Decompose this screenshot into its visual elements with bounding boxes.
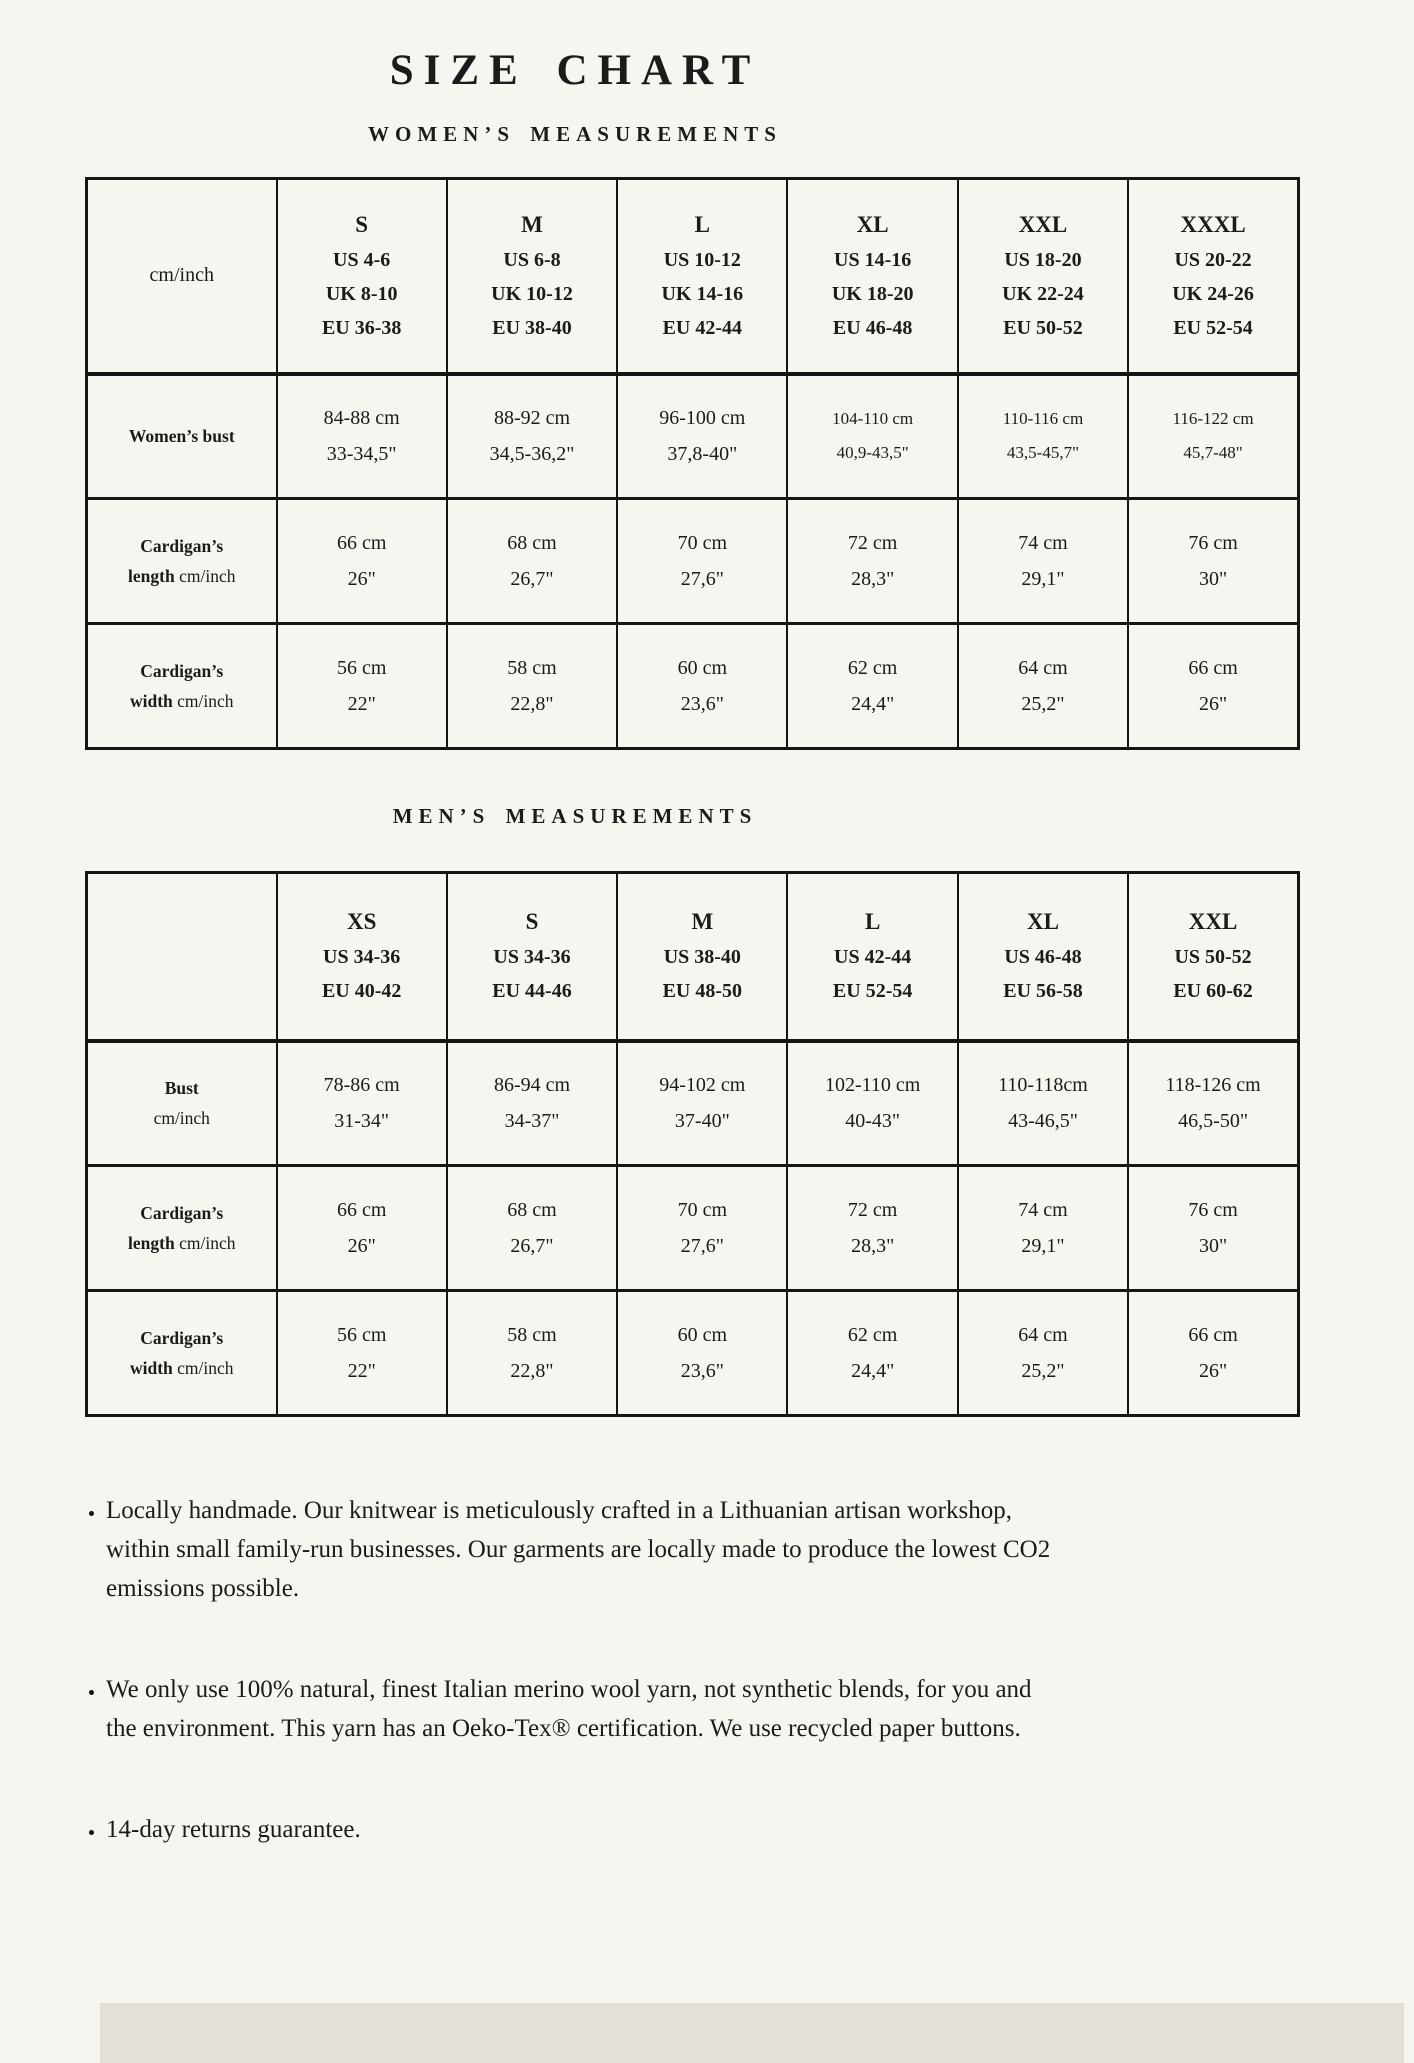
value-cell: 102-110 cm 40-43" bbox=[787, 1041, 957, 1166]
corner-cell: cm/inch bbox=[87, 179, 277, 374]
size-conversion-line: EU 52-54 bbox=[1173, 316, 1253, 339]
size-conversion-line: US 4-6 bbox=[333, 248, 391, 271]
women-section-heading: WOMEN’S MEASUREMENTS bbox=[368, 122, 782, 146]
size-label: M bbox=[691, 909, 714, 935]
value-cell: 84-88 cm 33-34,5" bbox=[277, 374, 447, 499]
footer-bar bbox=[100, 2003, 1404, 2063]
value-cell: 56 cm 22" bbox=[277, 1291, 447, 1416]
size-label: XL bbox=[856, 211, 889, 237]
size-conversion-line: UK 18-20 bbox=[831, 282, 914, 305]
size-conversion-line: US 34-36 bbox=[323, 946, 401, 969]
notes-list bbox=[80, 1491, 1068, 1849]
size-label: S bbox=[355, 211, 369, 237]
size-header-cell bbox=[1128, 179, 1298, 374]
page-title: SIZE CHART bbox=[389, 47, 761, 94]
value-cell: 78-86 cm 31-34" bbox=[277, 1041, 447, 1166]
size-conversion-line: US 38-40 bbox=[663, 946, 741, 969]
size-conversion-line: US 50-52 bbox=[1174, 946, 1252, 969]
size-conversion-line: EU 38-40 bbox=[492, 316, 572, 339]
size-label: XXL bbox=[1018, 211, 1068, 237]
size-conversion-line: UK 22-24 bbox=[1002, 282, 1084, 305]
size-label: XS bbox=[346, 909, 377, 935]
value-cell: 76 cm 30" bbox=[1128, 499, 1298, 624]
size-header-cell bbox=[447, 873, 617, 1041]
size-conversion-line: EU 52-54 bbox=[832, 980, 913, 1003]
size-conversion-line: UK 14-16 bbox=[661, 282, 744, 305]
value-cell: 66 cm 26" bbox=[277, 1166, 447, 1291]
value-cell: 56 cm 22" bbox=[277, 624, 447, 749]
corner-cell bbox=[87, 873, 277, 1041]
row-label: Cardigan’s length cm/inch bbox=[87, 499, 277, 624]
value-cell: 70 cm 27,6" bbox=[617, 499, 787, 624]
size-conversion-line: US 6-8 bbox=[503, 248, 561, 271]
size-conversion-line: US 18-20 bbox=[1004, 248, 1082, 271]
table-row bbox=[87, 624, 1299, 749]
size-conversion-line: UK 8-10 bbox=[325, 282, 398, 305]
size-conversion-line: EU 40-42 bbox=[321, 980, 402, 1003]
value-cell: 64 cm 25,2" bbox=[958, 1291, 1128, 1416]
size-header-cell bbox=[277, 873, 447, 1041]
size-header-cell bbox=[447, 179, 617, 374]
size-conversion-line: UK 24-26 bbox=[1172, 282, 1254, 305]
size-header-cell bbox=[787, 873, 957, 1041]
size-header-cell bbox=[958, 873, 1128, 1041]
size-conversion-line: EU 50-52 bbox=[1003, 316, 1083, 339]
size-chart-page bbox=[0, 46, 1414, 1849]
row-label: Cardigan’s length cm/inch bbox=[87, 1166, 277, 1291]
value-cell: 88-92 cm 34,5-36,2" bbox=[447, 374, 617, 499]
row-label: Women’s bust bbox=[87, 374, 277, 499]
header-row bbox=[87, 873, 1299, 1041]
value-cell: 110-116 cm 43,5-45,7" bbox=[958, 374, 1128, 499]
size-conversion-line: EU 48-50 bbox=[662, 980, 743, 1003]
header-row bbox=[87, 179, 1299, 374]
size-conversion-line: EU 56-58 bbox=[1003, 980, 1083, 1003]
value-cell: 72 cm 28,3" bbox=[787, 1166, 957, 1291]
value-cell: 70 cm 27,6" bbox=[617, 1166, 787, 1291]
row-label: Cardigan’s width cm/inch bbox=[87, 624, 277, 749]
table-row bbox=[87, 1291, 1299, 1416]
size-label: XXXL bbox=[1180, 211, 1246, 237]
value-cell: 94-102 cm 37-40" bbox=[617, 1041, 787, 1166]
value-cell: 104-110 cm 40,9-43,5" bbox=[787, 374, 957, 499]
note-item: • Locally handmade. Our knitwear is meticulously crafted in a Lithuanian artisan workshop, within small family-run businesses. Our garments are locally made to produce the lowest CO2 emissions possible. bbox=[106, 1491, 1068, 1608]
size-header-cell bbox=[277, 179, 447, 374]
size-conversion-line: US 34-36 bbox=[493, 946, 571, 969]
size-conversion-line: US 10-12 bbox=[663, 248, 741, 271]
value-cell: 68 cm 26,7" bbox=[447, 499, 617, 624]
size-label: S bbox=[525, 909, 539, 935]
men-heading-band bbox=[0, 804, 1150, 829]
table-row bbox=[87, 499, 1299, 624]
size-label: L bbox=[694, 211, 710, 237]
value-cell: 116-122 cm 45,7-48" bbox=[1128, 374, 1298, 499]
value-cell: 58 cm 22,8" bbox=[447, 1291, 617, 1416]
value-cell: 62 cm 24,4" bbox=[787, 624, 957, 749]
size-label: XL bbox=[1027, 909, 1059, 935]
size-header-cell bbox=[1128, 873, 1298, 1041]
table-row bbox=[87, 1041, 1299, 1166]
value-cell: 62 cm 24,4" bbox=[787, 1291, 957, 1416]
value-cell: 74 cm 29,1" bbox=[958, 1166, 1128, 1291]
size-header-cell bbox=[787, 179, 957, 374]
size-conversion-line: US 46-48 bbox=[1004, 946, 1082, 969]
value-cell: 96-100 cm 37,8-40" bbox=[617, 374, 787, 499]
men-size-table bbox=[85, 871, 1300, 1417]
value-cell: 74 cm 29,1" bbox=[958, 499, 1128, 624]
size-conversion-line: US 42-44 bbox=[834, 946, 912, 969]
value-cell: 110-118cm 43-46,5" bbox=[958, 1041, 1128, 1166]
size-conversion-line: US 20-22 bbox=[1174, 248, 1252, 271]
value-cell: 118-126 cm 46,5-50" bbox=[1128, 1041, 1298, 1166]
note-item: • 14-day returns guarantee. bbox=[106, 1810, 1068, 1849]
size-conversion-line: UK 10-12 bbox=[491, 282, 573, 305]
value-cell: 64 cm 25,2" bbox=[958, 624, 1128, 749]
value-cell: 60 cm 23,6" bbox=[617, 624, 787, 749]
women-size-table bbox=[85, 177, 1300, 750]
value-cell: 60 cm 23,6" bbox=[617, 1291, 787, 1416]
size-header-cell bbox=[617, 873, 787, 1041]
row-label: Cardigan’s width cm/inch bbox=[87, 1291, 277, 1416]
note-item: • We only use 100% natural, finest Italian merino wool yarn, not synthetic blends, for you and the environment. This yarn has an Oeko-Tex® certification. We use recycled paper buttons. bbox=[106, 1670, 1068, 1748]
size-header-cell bbox=[958, 179, 1128, 374]
row-label: Bust cm/inch bbox=[87, 1041, 277, 1166]
value-cell: 76 cm 30" bbox=[1128, 1166, 1298, 1291]
size-conversion-line: EU 46-48 bbox=[832, 316, 913, 339]
value-cell: 72 cm 28,3" bbox=[787, 499, 957, 624]
size-conversion-line: EU 42-44 bbox=[662, 316, 743, 339]
value-cell: 86-94 cm 34-37" bbox=[447, 1041, 617, 1166]
table-row bbox=[87, 374, 1299, 499]
size-conversion-line: US 14-16 bbox=[834, 248, 912, 271]
title-band bbox=[0, 46, 1150, 147]
size-label: XXL bbox=[1188, 909, 1238, 935]
size-label: L bbox=[864, 909, 881, 935]
size-label: M bbox=[521, 211, 543, 237]
size-conversion-line: EU 36-38 bbox=[321, 316, 402, 339]
size-conversion-line: EU 60-62 bbox=[1173, 980, 1253, 1003]
value-cell: 66 cm 26" bbox=[1128, 624, 1298, 749]
value-cell: 66 cm 26" bbox=[1128, 1291, 1298, 1416]
men-section-heading: MEN’S MEASUREMENTS bbox=[392, 804, 758, 828]
value-cell: 66 cm 26" bbox=[277, 499, 447, 624]
size-header-cell bbox=[617, 179, 787, 374]
size-conversion-line: EU 44-46 bbox=[492, 980, 572, 1003]
table-row bbox=[87, 1166, 1299, 1291]
value-cell: 58 cm 22,8" bbox=[447, 624, 617, 749]
value-cell: 68 cm 26,7" bbox=[447, 1166, 617, 1291]
